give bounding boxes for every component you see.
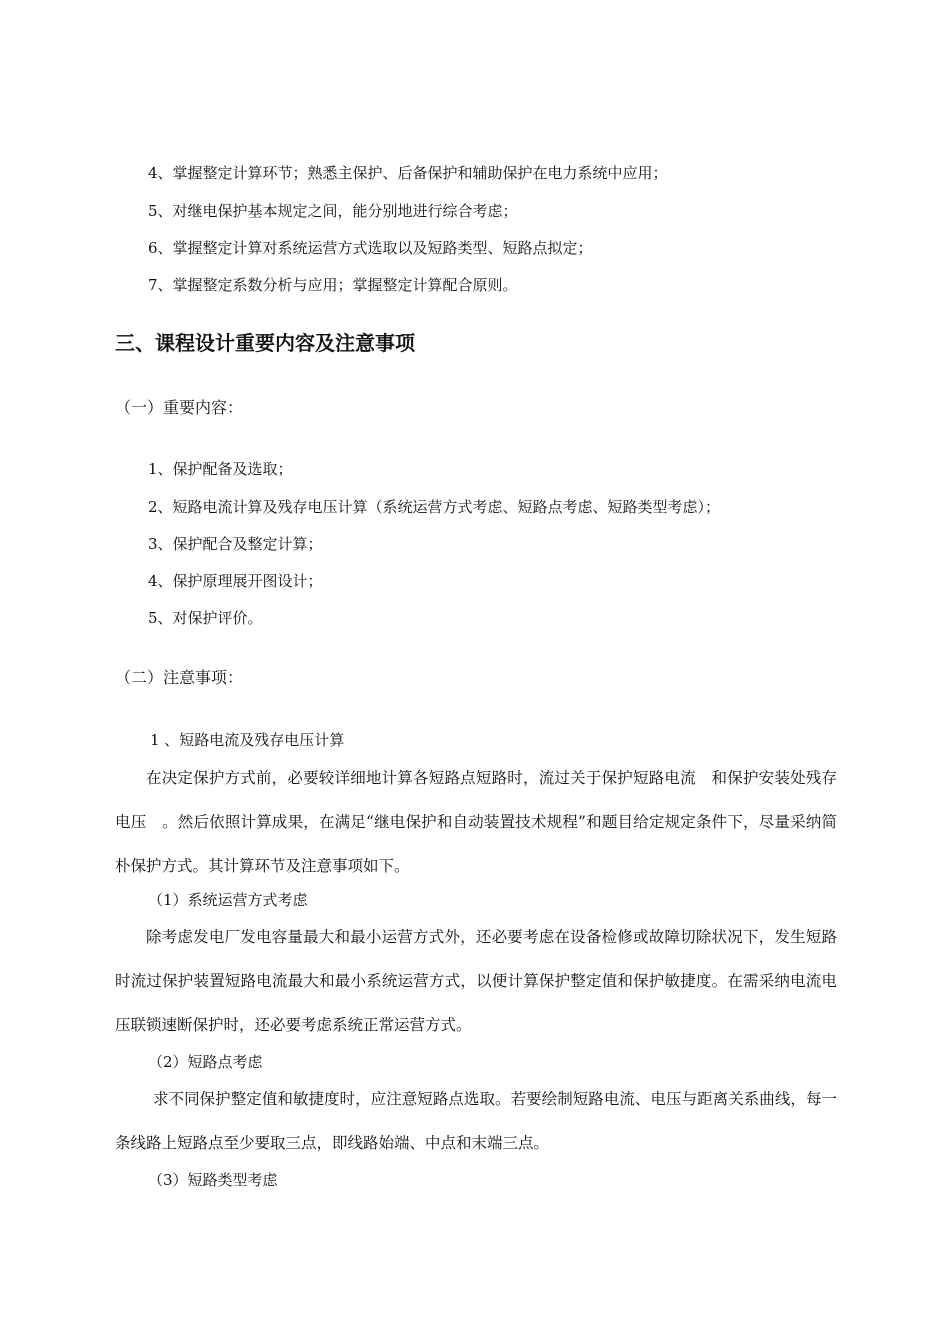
- content-item-1: 1、保护配备及选取；: [148, 460, 293, 478]
- content-item-2: 2、短路电流计算及残存电压计算（系统运营方式考虑、短路点考虑、短路类型考虑）；: [148, 498, 721, 516]
- goal-item-6: 6、掌握整定计算对系统运营方式选取以及短路类型、短路点拟定；: [148, 239, 593, 257]
- part-1-heading: （一）重要内容：: [115, 398, 244, 417]
- subsection-1-paragraph: 在决定保护方式前，必要较详细地计算各短路点短路时，流过关于保护短路电流 和保护安装处残存电压 。然后依照计算成果，在满足“继电保护和自动装置技术规程”和题目给定规定条件下，尽量采纳简朴保护方式。其计算环节及注意事项如下。: [115, 769, 837, 875]
- content-item-3: 3、保护配合及整定计算；: [148, 535, 323, 553]
- consideration-2-title: （2）短路点考虑: [148, 1053, 263, 1071]
- part-2-heading: （二）注意事项：: [115, 668, 244, 687]
- goal-item-7: 7、掌握整定系数分析与应用；掌握整定计算配合原则。: [148, 276, 518, 294]
- consideration-3-title: （3）短路类型考虑: [148, 1171, 278, 1189]
- consideration-2-paragraph: 求不同保护整定值和敏捷度时，应注意短路点选取。若要绘制短路电流、电压与距离关系曲线，每一条线路上短路点至少要取三点，即线路始端、中点和末端三点。: [115, 1090, 837, 1152]
- content-item-4: 4、保护原理展开图设计；: [148, 572, 323, 590]
- goal-item-4: 4、掌握整定计算环节；熟悉主保护、后备保护和辅助保护在电力系统中应用；: [148, 164, 668, 182]
- section-3-heading: 三、课程设计重要内容及注意事项: [115, 331, 415, 355]
- content-item-5: 5、对保护评价。: [148, 609, 263, 627]
- subsection-1-title: 1 、短路电流及残存电压计算: [150, 731, 345, 749]
- goal-item-5: 5、对继电保护基本规定之间，能分别地进行综合考虑；: [148, 202, 518, 220]
- consideration-1-title: （1）系统运营方式考虑: [148, 891, 308, 909]
- consideration-1-paragraph: 除考虑发电厂发电容量最大和最小运营方式外，还必要考虑在设备检修或故障切除状况下，发生短路时流过保护装置短路电流最大和最小系统运营方式，以便计算保护整定值和保护敏捷度。在需采纳电流电压联锁速断保护时，还必要考虑系统正常运营方式。: [115, 928, 837, 1034]
